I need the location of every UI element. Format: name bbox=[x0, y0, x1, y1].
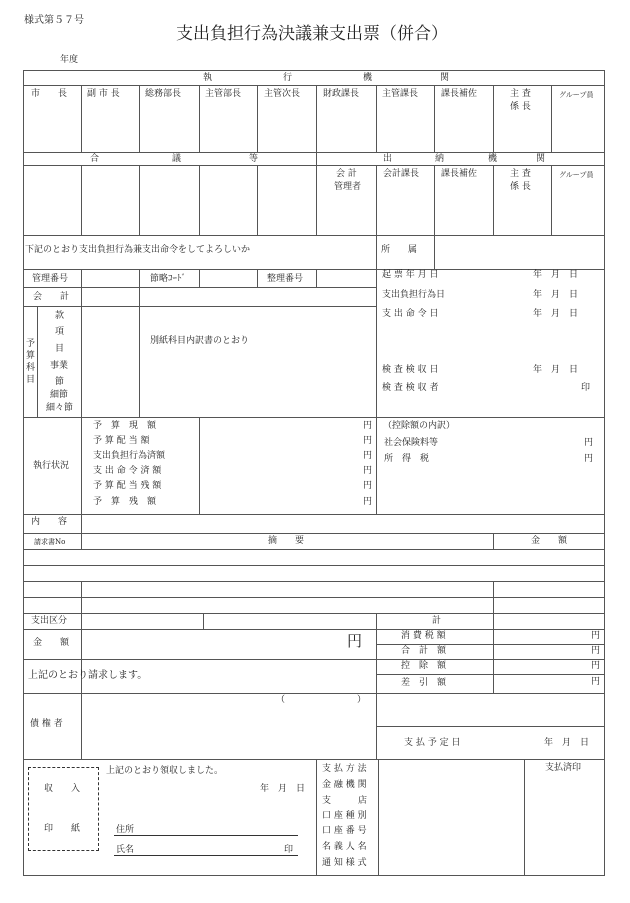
payment-info-branch: 支 店 bbox=[322, 796, 368, 806]
order-statement: 下記のとおり支出負担行為兼支出命令をしてよろしいか bbox=[25, 245, 251, 255]
amount-header: 金 額 bbox=[531, 536, 568, 546]
claim-statement: 上記のとおり請求します。 bbox=[28, 670, 148, 681]
scheduled-payment-label: 支 払 予 定 日 bbox=[404, 738, 461, 748]
payment-info-account-type: 口 座 種 別 bbox=[322, 811, 367, 821]
approver-deputy-mayor: 副 市 長 bbox=[87, 89, 120, 99]
inspector-label: 検 査 検 収 者 bbox=[382, 383, 439, 393]
accounting-subsection-chief: 係 長 bbox=[510, 182, 531, 192]
budget-item-moku: 目 bbox=[55, 344, 65, 354]
date-label-draft: 起 票 年 月 日 bbox=[382, 270, 439, 280]
date-value-commitment[interactable]: 年 月 日 bbox=[533, 290, 579, 300]
date-value-inspection[interactable]: 年 月 日 bbox=[533, 365, 579, 375]
approver-assistant-chief: 課長補佐 bbox=[441, 89, 478, 99]
exec-unit-5: 円 bbox=[363, 481, 373, 491]
account-field[interactable] bbox=[82, 288, 138, 306]
content-field[interactable] bbox=[82, 515, 604, 533]
scheduled-payment-value[interactable]: 年 月 日 bbox=[544, 738, 590, 748]
exec-unit-2: 円 bbox=[363, 436, 373, 446]
short-code-field[interactable] bbox=[200, 270, 256, 287]
treasury-header-4: 関 bbox=[536, 154, 546, 164]
budget-subject-label-3: 科 bbox=[26, 363, 36, 373]
amount-label: 金 額 bbox=[33, 638, 70, 648]
date-label-inspection: 検 査 検 収 日 bbox=[382, 365, 439, 375]
approver-mayor: 市 長 bbox=[31, 89, 68, 99]
exec-row-budget-current: 予 算 現 額 bbox=[93, 421, 157, 431]
inspector-seal[interactable]: 印 bbox=[581, 383, 591, 393]
form-number: 様式第５７号 bbox=[24, 15, 84, 26]
name-underline[interactable] bbox=[114, 855, 298, 856]
budget-subject-label-2: 算 bbox=[26, 351, 36, 361]
approver-section-chief: 主管課長 bbox=[382, 89, 419, 99]
fiscal-year-label: 年度 bbox=[60, 55, 79, 65]
exec-row-budget-allotted: 予 算 配 当 額 bbox=[93, 436, 150, 446]
budget-item-kou: 項 bbox=[55, 327, 65, 337]
address-underline[interactable] bbox=[114, 835, 298, 836]
date-label-commitment: 支出負担行為日 bbox=[382, 290, 446, 300]
treasury-header-3: 機 bbox=[488, 154, 498, 164]
exec-row-allotted-remaining: 予 算 配 当 残 額 bbox=[93, 481, 162, 491]
accounting-assistant-chief: 課長補佐 bbox=[441, 169, 478, 179]
deduction-social-insurance: 社会保険料等 bbox=[384, 438, 439, 448]
deduction-title: （控除額の内訳） bbox=[383, 421, 456, 431]
revenue-stamp-box bbox=[28, 767, 99, 851]
revenue-stamp-line2: 印 紙 bbox=[44, 824, 81, 834]
payment-info-account-number: 口 座 番 号 bbox=[322, 826, 367, 836]
detail-row-3[interactable] bbox=[24, 582, 604, 596]
exec-unit-3: 円 bbox=[363, 451, 373, 461]
payment-info-notice-format: 通 知 様 式 bbox=[322, 858, 367, 868]
affiliation-field[interactable] bbox=[435, 236, 604, 269]
management-number-field[interactable] bbox=[82, 270, 138, 287]
accounting-chief-examiner: 主 査 bbox=[510, 169, 531, 179]
short-code-label: 節略ｺｰﾄﾞ bbox=[150, 274, 187, 284]
detail-row-2[interactable] bbox=[24, 566, 604, 580]
detail-row-4[interactable] bbox=[24, 598, 604, 612]
approver-general-affairs-director: 総務部長 bbox=[145, 89, 182, 99]
budget-item-saisaisetsu: 細々節 bbox=[46, 403, 74, 413]
creditor-label: 債 権 者 bbox=[30, 719, 63, 729]
exec-header-4: 関 bbox=[440, 73, 450, 83]
exec-header-3: 機 bbox=[363, 73, 373, 83]
tax-row-consumption-tax: 消 費 税 額 bbox=[401, 631, 446, 641]
content-label: 内 容 bbox=[31, 517, 68, 527]
affiliation-label: 所 属 bbox=[381, 245, 418, 255]
receipt-statement: 上記のとおり領収しました。 bbox=[106, 766, 224, 776]
budget-item-kan: 款 bbox=[55, 311, 65, 321]
exec-header-2: 行 bbox=[283, 73, 293, 83]
exec-row-budget-remaining: 予 算 残 額 bbox=[93, 497, 157, 507]
deduction-social-insurance-unit: 円 bbox=[584, 438, 594, 448]
tax-row-deduction-unit: 円 bbox=[591, 661, 601, 671]
creditor-paren-close: ） bbox=[357, 695, 367, 705]
payment-info-account-holder: 名 義 人 名 bbox=[322, 842, 367, 852]
name-label: 氏名 bbox=[116, 845, 135, 855]
reference-number-field[interactable] bbox=[317, 270, 375, 287]
management-number-label: 管理番号 bbox=[32, 274, 69, 284]
tax-row-consumption-tax-unit: 円 bbox=[591, 631, 601, 641]
invoice-no-label: 請求書No bbox=[34, 538, 66, 546]
approver-subsection-chief: 係 長 bbox=[510, 102, 531, 112]
budget-item-project: 事業 bbox=[50, 361, 69, 371]
creditor-paren-open: （ bbox=[276, 695, 286, 705]
date-value-order[interactable]: 年 月 日 bbox=[533, 309, 579, 319]
budget-subject-note: 別紙科目内訳書のとおり bbox=[150, 336, 250, 346]
execution-status-label: 執行状況 bbox=[33, 461, 70, 471]
deduction-income-tax: 所 得 税 bbox=[384, 454, 430, 464]
council-header-2: 議 bbox=[172, 154, 182, 164]
expense-category-field[interactable] bbox=[82, 614, 202, 628]
tax-row-net: 差 引 額 bbox=[401, 678, 447, 688]
tax-row-net-unit: 円 bbox=[591, 677, 601, 687]
budget-item-setsu: 節 bbox=[55, 377, 65, 387]
deduction-income-tax-unit: 円 bbox=[584, 454, 594, 464]
approver-group-member: グループ員 bbox=[559, 91, 594, 99]
exec-unit-6: 円 bbox=[363, 497, 373, 507]
total-label: 計 bbox=[432, 616, 442, 626]
amount-field[interactable] bbox=[82, 630, 342, 658]
treasurer-label-1: 会 計 bbox=[336, 169, 357, 179]
receipt-date[interactable]: 年 月 日 bbox=[260, 784, 306, 794]
council-header-3: 等 bbox=[249, 154, 259, 164]
tax-row-total: 合 計 額 bbox=[401, 646, 447, 656]
name-seal: 印 bbox=[284, 845, 294, 855]
exec-unit-1: 円 bbox=[363, 421, 373, 431]
payment-info-field[interactable] bbox=[379, 760, 523, 875]
budget-item-saisetsu: 細節 bbox=[50, 390, 69, 400]
treasury-header-1: 出 bbox=[383, 154, 393, 164]
date-value-draft[interactable]: 年 月 日 bbox=[533, 270, 579, 280]
payment-info-bank: 金 融 機 関 bbox=[322, 780, 367, 790]
exec-row-committed: 支出負担行為済額 bbox=[93, 451, 166, 461]
amount-yen-unit: 円 bbox=[347, 632, 363, 650]
approver-dept-director: 主管部長 bbox=[205, 89, 242, 99]
reference-number-label: 整理番号 bbox=[267, 274, 304, 284]
budget-subject-label-1: 予 bbox=[26, 339, 36, 349]
summary-label: 摘 要 bbox=[268, 536, 305, 546]
treasury-header-2: 納 bbox=[435, 154, 445, 164]
exec-row-ordered: 支 出 命 令 済 額 bbox=[93, 466, 162, 476]
expense-category-label: 支出区分 bbox=[31, 616, 68, 626]
revenue-stamp-line1: 収 入 bbox=[44, 784, 81, 794]
council-header-1: 合 bbox=[90, 154, 100, 164]
payment-info-method: 支 払 方 法 bbox=[322, 764, 367, 774]
accounting-group-member: グループ員 bbox=[559, 171, 594, 179]
approver-chief-examiner: 主 査 bbox=[510, 89, 531, 99]
paid-stamp-label: 支払済印 bbox=[545, 763, 582, 773]
approver-deputy-director: 主管次長 bbox=[264, 89, 301, 99]
approver-finance-chief: 財政課長 bbox=[323, 89, 360, 99]
account-label: 会 計 bbox=[33, 292, 70, 302]
treasurer-label-2: 管理者 bbox=[334, 182, 362, 192]
date-label-order: 支 出 命 令 日 bbox=[382, 309, 439, 319]
creditor-field[interactable] bbox=[82, 706, 375, 758]
exec-unit-4: 円 bbox=[363, 466, 373, 476]
page-title: 支出負担行為決議兼支出票（併合） bbox=[176, 24, 448, 44]
budget-subject-label-4: 目 bbox=[26, 375, 36, 385]
tax-row-total-unit: 円 bbox=[591, 646, 601, 656]
tax-row-deduction: 控 除 額 bbox=[401, 661, 447, 671]
accounting-chief: 会計課長 bbox=[383, 169, 420, 179]
address-label: 住所 bbox=[116, 825, 135, 835]
exec-header-1: 執 bbox=[203, 73, 213, 83]
detail-row-1[interactable] bbox=[24, 550, 604, 564]
